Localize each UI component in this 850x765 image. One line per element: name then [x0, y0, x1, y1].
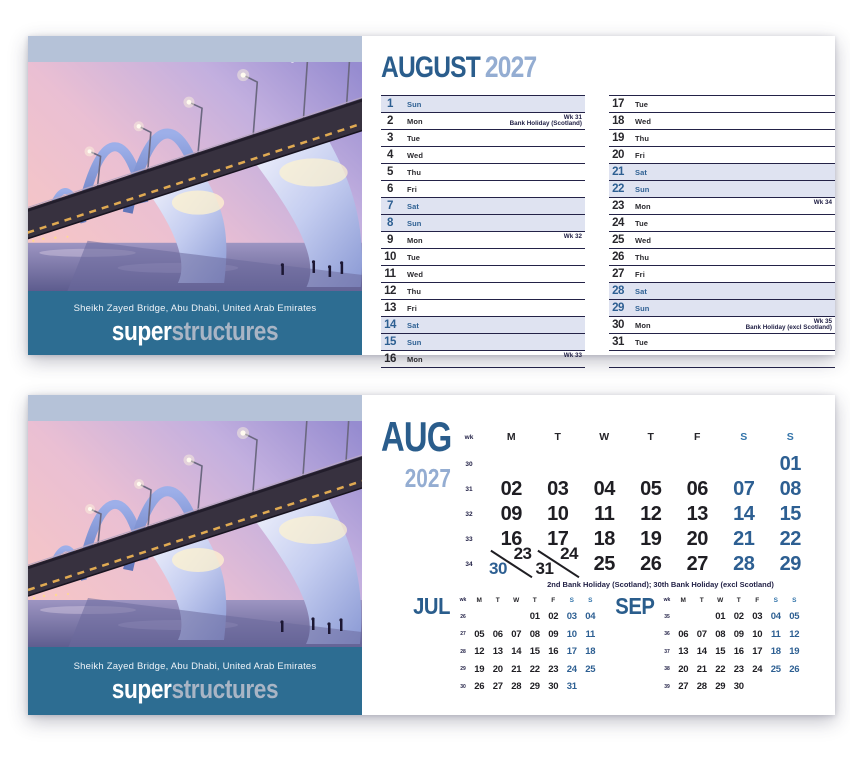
date-number: 23 — [612, 200, 624, 212]
weekday-header: S — [569, 596, 574, 604]
date-cell: 14 — [511, 646, 522, 658]
date-row — [609, 214, 835, 231]
week-column-header: wk — [663, 597, 671, 603]
date-row — [609, 333, 835, 350]
brand-logo — [55, 673, 336, 704]
date-cell: 13 — [686, 503, 708, 525]
date-cell: 13 — [492, 646, 503, 658]
date-cell: 23 — [548, 663, 559, 675]
date-number: 30 — [612, 319, 624, 331]
photo-top-bar — [28, 36, 362, 62]
date-cell: 08 — [529, 628, 540, 640]
week-number: 38 — [664, 666, 670, 673]
week-row — [450, 544, 816, 578]
date-row — [381, 350, 585, 367]
photo-caption: Sheikh Zayed Bridge, Abu Dhabi, United Arab Emirates — [73, 660, 317, 672]
date-cell: 19 — [474, 663, 485, 675]
date-number: 24 — [560, 544, 578, 563]
date-cell: 31 — [566, 681, 577, 693]
date-cell: 20 — [492, 663, 503, 675]
week-number: 33 — [465, 536, 473, 543]
date-cell: 10 — [566, 628, 577, 640]
date-row — [381, 146, 585, 163]
day-label: Wed — [407, 150, 423, 160]
date-cell: 01 — [529, 611, 540, 623]
date-cell: 26 — [474, 681, 485, 693]
mini-calendar-sep — [610, 595, 804, 696]
date-number: 24 — [612, 217, 624, 229]
day-label: Sat — [407, 201, 419, 211]
day-label: Thu — [407, 286, 422, 296]
dates-column-right — [609, 95, 835, 368]
date-cell: 04 — [770, 611, 781, 623]
weekday-header: S — [740, 431, 748, 443]
row-notes — [510, 115, 582, 128]
date-number: 26 — [612, 251, 624, 263]
weekday-header: W — [717, 596, 724, 604]
date-cell: 12 — [474, 646, 485, 658]
date-cell: 02 — [733, 611, 744, 623]
date-cell: 27 — [492, 681, 503, 693]
date-cell: 05 — [640, 478, 662, 500]
date-cell: 11 — [771, 628, 781, 640]
date-number: 30 — [489, 559, 507, 578]
caption-panel — [28, 291, 362, 355]
mini-month-title: JUL — [413, 593, 450, 619]
month-year-block — [381, 413, 452, 493]
date-row — [609, 231, 835, 248]
date-cell: 30 — [733, 681, 744, 693]
date-row — [381, 180, 585, 197]
week-row — [450, 452, 816, 477]
date-cell: 02 — [500, 478, 522, 500]
mini-grid — [456, 595, 600, 696]
date-cell: 20 — [678, 663, 689, 675]
date-number: 6 — [387, 183, 393, 195]
date-cell: 21 — [511, 663, 522, 675]
date-cell: 28 — [696, 681, 707, 693]
date-cell: 23 — [733, 663, 744, 675]
week-row — [660, 661, 804, 679]
date-row — [609, 180, 835, 197]
day-label: Sun — [407, 337, 422, 347]
date-cell: 19 — [789, 646, 800, 658]
date-cell: 06 — [678, 628, 689, 640]
date-row — [609, 112, 835, 129]
date-cell: 15 — [779, 503, 801, 525]
date-number: 5 — [387, 166, 393, 178]
week-row — [660, 608, 804, 626]
weekday-header-row — [456, 595, 600, 605]
day-label: Fri — [407, 184, 417, 194]
date-cell: 24 — [566, 663, 577, 675]
day-label: Thu — [407, 167, 422, 177]
month-abbr: AUG — [381, 413, 452, 460]
week-number: 30 — [465, 461, 473, 468]
week-row — [456, 626, 600, 644]
week-number: 27 — [460, 631, 466, 638]
date-cell: 29 — [529, 681, 540, 693]
date-cell: 27 — [678, 681, 689, 693]
day-label: Sun — [635, 184, 650, 194]
holiday-note: Bank Holiday (Scotland) — [509, 120, 582, 128]
date-row — [381, 112, 585, 129]
date-cell: 28 — [511, 681, 522, 693]
weekday-header: M — [506, 431, 516, 443]
date-row — [381, 231, 585, 248]
week-number: 39 — [664, 683, 670, 690]
date-cell: 04 — [585, 611, 596, 623]
date-cell: 14 — [733, 503, 755, 525]
date-row — [609, 129, 835, 146]
calendar-top-page — [28, 36, 835, 365]
weekday-header-row — [450, 430, 816, 444]
week-row — [450, 527, 816, 552]
date-cell: 26 — [789, 663, 800, 675]
date-row — [381, 248, 585, 265]
mini-grid — [660, 595, 804, 696]
day-label: Sat — [407, 320, 419, 330]
date-cell: 07 — [696, 628, 707, 640]
weekday-header: S — [773, 596, 778, 604]
week-number: 37 — [664, 648, 670, 655]
date-cell: 25 — [585, 663, 596, 675]
weekday-header: T — [532, 596, 537, 604]
date-cell: 09 — [733, 628, 744, 640]
date-cell: 07 — [511, 628, 522, 640]
bank-holiday-note: 2nd Bank Holiday (Scotland); 30th Bank Holiday (excl Scotland) — [547, 580, 774, 589]
date-number: 16 — [384, 353, 396, 365]
day-label: Fri — [635, 150, 645, 160]
logo-structures: structures — [171, 673, 279, 704]
date-number: 20 — [612, 149, 624, 161]
date-row-empty — [609, 350, 835, 367]
date-cell: 05 — [474, 628, 485, 640]
week-row — [456, 661, 600, 679]
day-label: Mon — [407, 354, 423, 364]
weekday-header: W — [599, 431, 610, 443]
date-cell: 02 — [548, 611, 559, 623]
day-label: Thu — [635, 252, 650, 262]
date-cell: 15 — [529, 646, 540, 658]
week-column-header: wk — [464, 433, 474, 441]
date-number: 18 — [612, 115, 624, 127]
logo-super: super — [111, 315, 172, 346]
week-row — [660, 678, 804, 696]
date-row — [609, 248, 835, 265]
date-cell: 30 — [548, 681, 559, 693]
day-label: Sun — [407, 99, 422, 109]
bridge-photo — [28, 421, 362, 647]
date-cell: 24 — [752, 663, 763, 675]
day-label: Wed — [635, 116, 651, 126]
date-cell: 16 — [733, 646, 744, 658]
week-number: 30 — [460, 683, 466, 690]
date-cell: 22 — [715, 663, 726, 675]
month-grid — [450, 430, 816, 589]
date-cell: 03 — [547, 478, 569, 500]
year-label: 2027 — [484, 51, 537, 84]
date-number: 31 — [535, 559, 554, 578]
weekday-header: F — [551, 596, 556, 604]
date-cell: 26 — [640, 553, 662, 575]
date-cell: 18 — [593, 528, 615, 550]
month-name: AUGUST — [381, 51, 480, 84]
date-number: 17 — [612, 98, 624, 110]
date-row — [381, 197, 585, 214]
date-cell: 18 — [770, 646, 781, 658]
weekday-header: T — [736, 596, 741, 604]
date-number: 12 — [384, 285, 396, 297]
week-note: Wk 35 — [813, 317, 832, 325]
weekday-header: F — [755, 596, 760, 604]
date-number: 22 — [612, 183, 624, 195]
row-notes — [746, 319, 832, 332]
date-cell: 07 — [733, 478, 755, 500]
day-label: Thu — [635, 133, 650, 143]
date-cell: 06 — [492, 628, 503, 640]
date-cell: 18 — [585, 646, 596, 658]
date-row — [381, 299, 585, 316]
day-label: Fri — [635, 269, 645, 279]
week-row — [456, 608, 600, 626]
date-row — [609, 299, 835, 316]
date-cell: 17 — [752, 646, 763, 658]
date-cell: 27 — [686, 553, 708, 575]
photo-top-bar — [28, 395, 362, 421]
date-cell: 21 — [696, 663, 707, 675]
photo-caption: Sheikh Zayed Bridge, Abu Dhabi, United Arab Emirates — [73, 302, 317, 314]
date-cell: 16 — [500, 528, 522, 550]
date-cell: 06 — [686, 478, 708, 500]
date-cell: 17 — [547, 528, 569, 550]
date-number: 31 — [612, 336, 624, 348]
day-label: Tue — [635, 337, 649, 347]
day-label: Mon — [635, 320, 651, 330]
weekday-header: T — [699, 596, 704, 604]
weekday-header-row — [660, 595, 804, 605]
date-cell: 21 — [733, 528, 755, 550]
date-cell: 13 — [678, 646, 689, 658]
date-row — [609, 316, 835, 333]
date-row — [609, 95, 835, 112]
date-cell-split-24-31 — [535, 544, 582, 578]
week-number: 36 — [664, 631, 670, 638]
week-note: Wk 34 — [813, 198, 832, 206]
day-label: Sat — [635, 167, 647, 177]
date-row — [381, 95, 585, 112]
date-row — [609, 197, 835, 214]
weekday-header: M — [476, 596, 482, 604]
dates-column-left — [381, 95, 585, 368]
date-row — [381, 282, 585, 299]
weekday-header: W — [513, 596, 520, 604]
date-number: 9 — [387, 234, 393, 246]
date-number: 1 — [387, 98, 393, 110]
day-label: Mon — [407, 235, 423, 245]
date-cell: 22 — [529, 663, 540, 675]
date-cell: 08 — [715, 628, 726, 640]
day-label: Mon — [635, 201, 651, 211]
calendar-bottom-page — [28, 395, 835, 715]
date-cell: 03 — [566, 611, 577, 623]
day-label: Sat — [635, 286, 647, 296]
date-cell: 12 — [789, 628, 800, 640]
date-cell: 25 — [593, 553, 615, 575]
date-number: 27 — [612, 268, 624, 280]
date-cell: 01 — [779, 453, 801, 475]
date-cell: 22 — [779, 528, 801, 550]
date-cell: 12 — [640, 503, 662, 525]
week-number: 34 — [465, 561, 473, 568]
date-row — [381, 316, 585, 333]
weekday-header: M — [680, 596, 686, 604]
week-number: 29 — [460, 666, 466, 673]
date-cell: 11 — [594, 503, 615, 525]
date-number: 14 — [384, 319, 396, 331]
date-cell: 17 — [566, 646, 577, 658]
week-number: 32 — [465, 511, 473, 518]
weekday-header: S — [786, 431, 794, 443]
date-cell: 15 — [715, 646, 726, 658]
date-row — [609, 163, 835, 180]
mini-month-title: SEP — [615, 593, 655, 619]
date-cell: 25 — [770, 663, 781, 675]
date-cell: 28 — [733, 553, 755, 575]
date-cell: 05 — [789, 611, 800, 623]
date-cell: 10 — [752, 628, 763, 640]
year-label: 2027 — [404, 463, 451, 493]
week-number: 26 — [460, 613, 466, 620]
week-note: Wk 33 — [563, 351, 582, 359]
date-number: 23 — [513, 544, 532, 563]
day-label: Wed — [635, 235, 651, 245]
date-cell: 01 — [715, 611, 726, 623]
weekday-header: T — [647, 431, 654, 443]
week-note: Wk 32 — [563, 232, 582, 240]
logo-structures: structures — [171, 315, 279, 346]
weekday-header: F — [694, 431, 701, 443]
week-number: 28 — [460, 648, 466, 655]
week-column-header: wk — [459, 597, 467, 603]
date-number: 19 — [612, 132, 624, 144]
date-number: 11 — [384, 268, 396, 280]
caption-panel — [28, 647, 362, 715]
date-cell: 10 — [547, 503, 569, 525]
date-row — [381, 163, 585, 180]
date-cell: 09 — [548, 628, 559, 640]
day-label: Tue — [635, 99, 649, 109]
date-row — [381, 129, 585, 146]
row-notes — [564, 234, 582, 241]
photo-panel — [28, 395, 362, 715]
date-number: 28 — [612, 285, 624, 297]
photo-panel — [28, 36, 362, 355]
day-label: Tue — [635, 218, 649, 228]
date-cell: 14 — [696, 646, 707, 658]
row-notes — [814, 200, 832, 207]
date-cell: 04 — [593, 478, 615, 500]
date-row — [381, 214, 585, 231]
date-cell: 03 — [752, 611, 763, 623]
date-row — [609, 282, 835, 299]
day-label: Wed — [407, 269, 423, 279]
date-number: 4 — [387, 149, 393, 161]
date-cell: 19 — [640, 528, 662, 550]
weekday-header: T — [554, 431, 561, 443]
day-label: Sun — [407, 218, 422, 228]
day-label: Sun — [635, 303, 650, 313]
date-number: 7 — [387, 200, 393, 212]
day-label: Mon — [407, 116, 423, 126]
weekday-header: T — [495, 596, 500, 604]
mini-calendar-jul — [381, 595, 600, 696]
week-number: 31 — [465, 486, 473, 493]
date-cell-split-23-30 — [488, 544, 535, 578]
date-number: 3 — [387, 132, 393, 144]
week-row — [456, 678, 600, 696]
week-row — [450, 477, 816, 502]
date-cell: 29 — [715, 681, 726, 693]
logo-super: super — [111, 673, 172, 704]
date-row — [381, 333, 585, 350]
week-number: 35 — [664, 613, 670, 620]
date-number: 21 — [612, 166, 624, 178]
week-row — [660, 626, 804, 644]
week-row — [660, 643, 804, 661]
date-cell: 16 — [548, 646, 559, 658]
row-notes — [564, 353, 582, 360]
date-cell: 29 — [779, 553, 801, 575]
date-row — [609, 146, 835, 163]
date-cell: 11 — [585, 628, 595, 640]
bridge-photo — [28, 62, 362, 291]
date-number: 25 — [612, 234, 624, 246]
day-label: Tue — [407, 252, 421, 262]
month-title — [381, 51, 536, 85]
date-number: 8 — [387, 217, 393, 229]
date-number: 10 — [384, 251, 396, 263]
date-number: 13 — [384, 302, 396, 314]
date-number: 29 — [612, 302, 624, 314]
date-cell: 09 — [500, 503, 522, 525]
date-number: 2 — [387, 115, 393, 127]
holiday-note: Bank Holiday (excl Scotland) — [745, 324, 832, 332]
date-cell: 20 — [686, 528, 708, 550]
weekday-header: S — [588, 596, 593, 604]
week-row — [456, 643, 600, 661]
week-row — [450, 502, 816, 527]
day-label: Tue — [407, 133, 421, 143]
date-number: 15 — [384, 336, 396, 348]
weekday-header: S — [792, 596, 797, 604]
week-note: Wk 31 — [563, 113, 582, 121]
date-row — [381, 265, 585, 282]
day-label: Fri — [407, 303, 417, 313]
date-cell: 08 — [779, 478, 801, 500]
brand-logo — [55, 315, 336, 346]
date-row — [609, 265, 835, 282]
